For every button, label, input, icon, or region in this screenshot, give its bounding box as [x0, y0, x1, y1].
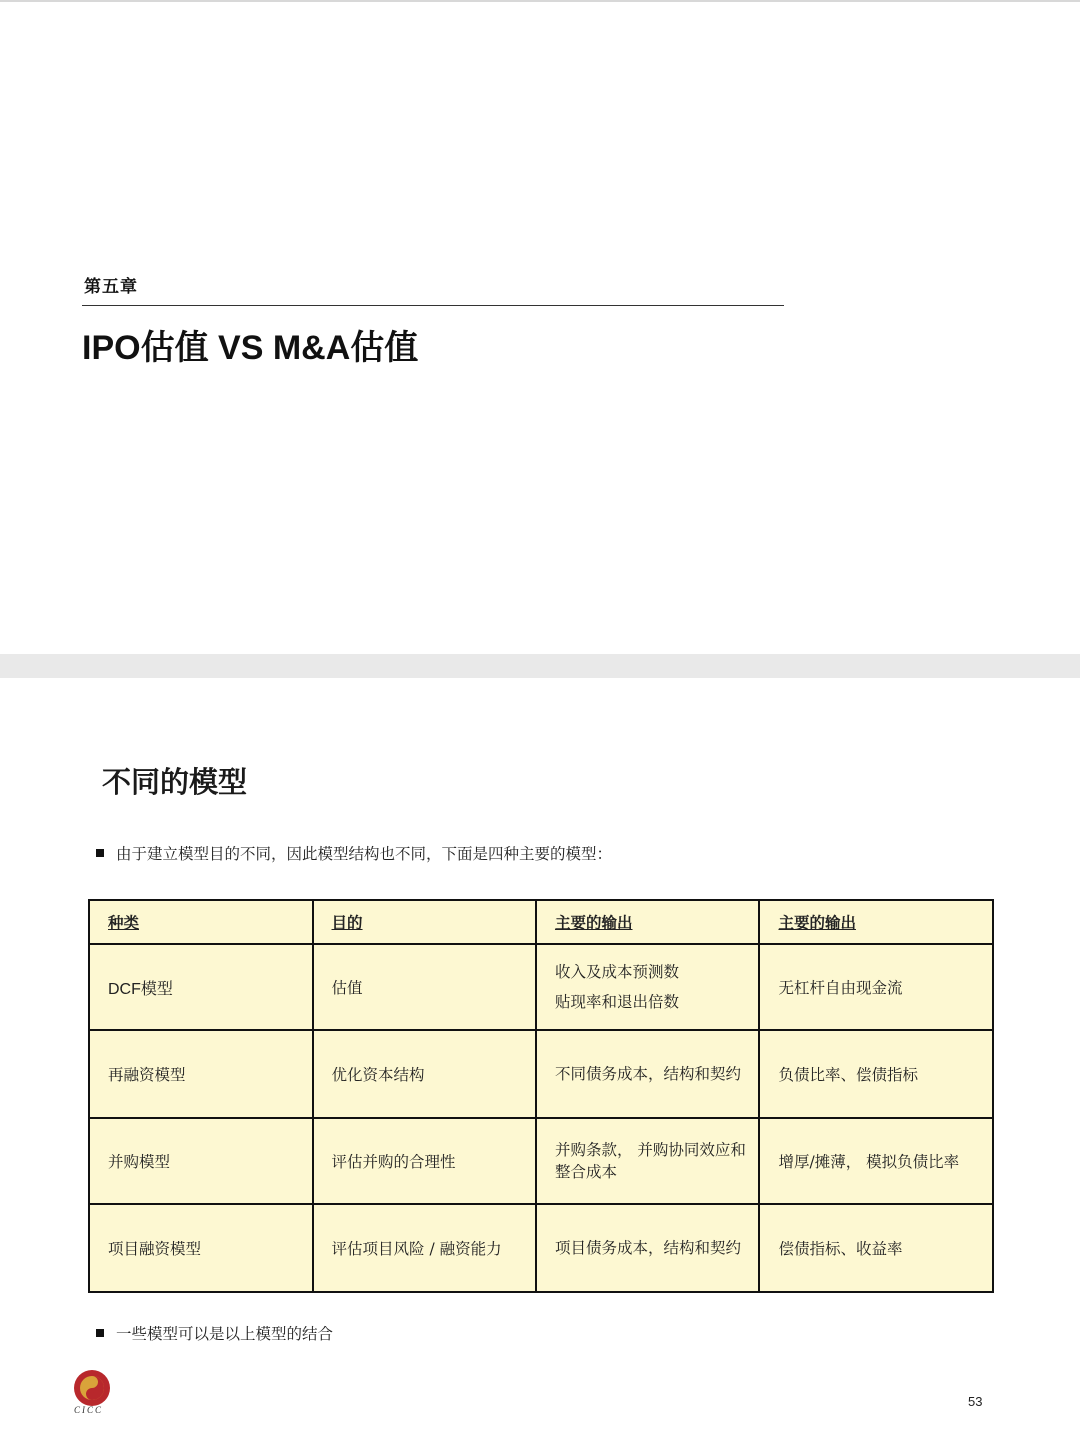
bullet-square-icon	[96, 849, 104, 857]
cell-purpose: 估值	[313, 944, 536, 1030]
header-output-1: 主要的输出	[536, 900, 759, 944]
header-type: 种类	[89, 900, 313, 944]
cell-output-1: 项目债务成本，结构和契约	[536, 1204, 759, 1292]
table-header-row	[89, 900, 993, 944]
slide-chapter-cover	[0, 0, 1080, 654]
chapter-label: 第五章	[84, 277, 138, 297]
table-row	[89, 944, 993, 1030]
table-row	[89, 1204, 993, 1292]
chapter-divider	[82, 305, 784, 306]
cell-output-1: 并购条款， 并购协同效应和整合成本	[536, 1118, 759, 1204]
cell-output-2: 负债比率、偿债指标	[759, 1030, 993, 1118]
cell-type: 再融资模型	[89, 1030, 313, 1118]
chapter-title: IPO估值 VS M&A估值	[82, 329, 419, 367]
intro-bullet-text: 由于建立模型目的不同，因此模型结构也不同，下面是四种主要的模型：	[116, 845, 613, 863]
cell-output-1: 不同债务成本，结构和契约	[536, 1030, 759, 1118]
header-output-2: 主要的输出	[759, 900, 993, 944]
table-row	[89, 1118, 993, 1204]
cell-purpose: 评估并购的合理性	[313, 1118, 536, 1204]
slide-models	[0, 678, 1080, 1440]
cell-output-1	[536, 944, 759, 1030]
cell-output-2: 偿债指标、收益率	[759, 1204, 993, 1292]
cell-purpose: 评估项目风险 / 融资能力	[313, 1204, 536, 1292]
footer-bullet-text: 一些模型可以是以上模型的结合	[116, 1325, 334, 1343]
footer-bullet	[96, 1322, 333, 1344]
cell-type: DCF模型	[89, 944, 313, 1030]
bullet-square-icon	[96, 1329, 104, 1337]
section-title: 不同的模型	[102, 765, 248, 799]
intro-bullet	[96, 842, 612, 864]
models-table	[88, 899, 994, 1293]
header-purpose: 目的	[313, 900, 536, 944]
table-row	[89, 1030, 993, 1118]
cell-output-2: 增厚/摊薄， 模拟负债比率	[759, 1118, 993, 1204]
page-number: 53	[968, 1394, 983, 1409]
cell-output-1-line: 贴现率和退出倍数	[554, 993, 679, 1011]
cell-purpose: 优化资本结构	[313, 1030, 536, 1118]
cell-output-2: 无杠杆自由现金流	[759, 944, 993, 1030]
cell-output-1-line: 收入及成本预测数	[554, 963, 679, 981]
cell-type: 项目融资模型	[89, 1204, 313, 1292]
cell-type: 并购模型	[89, 1118, 313, 1204]
logo-text: CICC	[74, 1405, 104, 1415]
cicc-logo-icon	[72, 1368, 112, 1408]
